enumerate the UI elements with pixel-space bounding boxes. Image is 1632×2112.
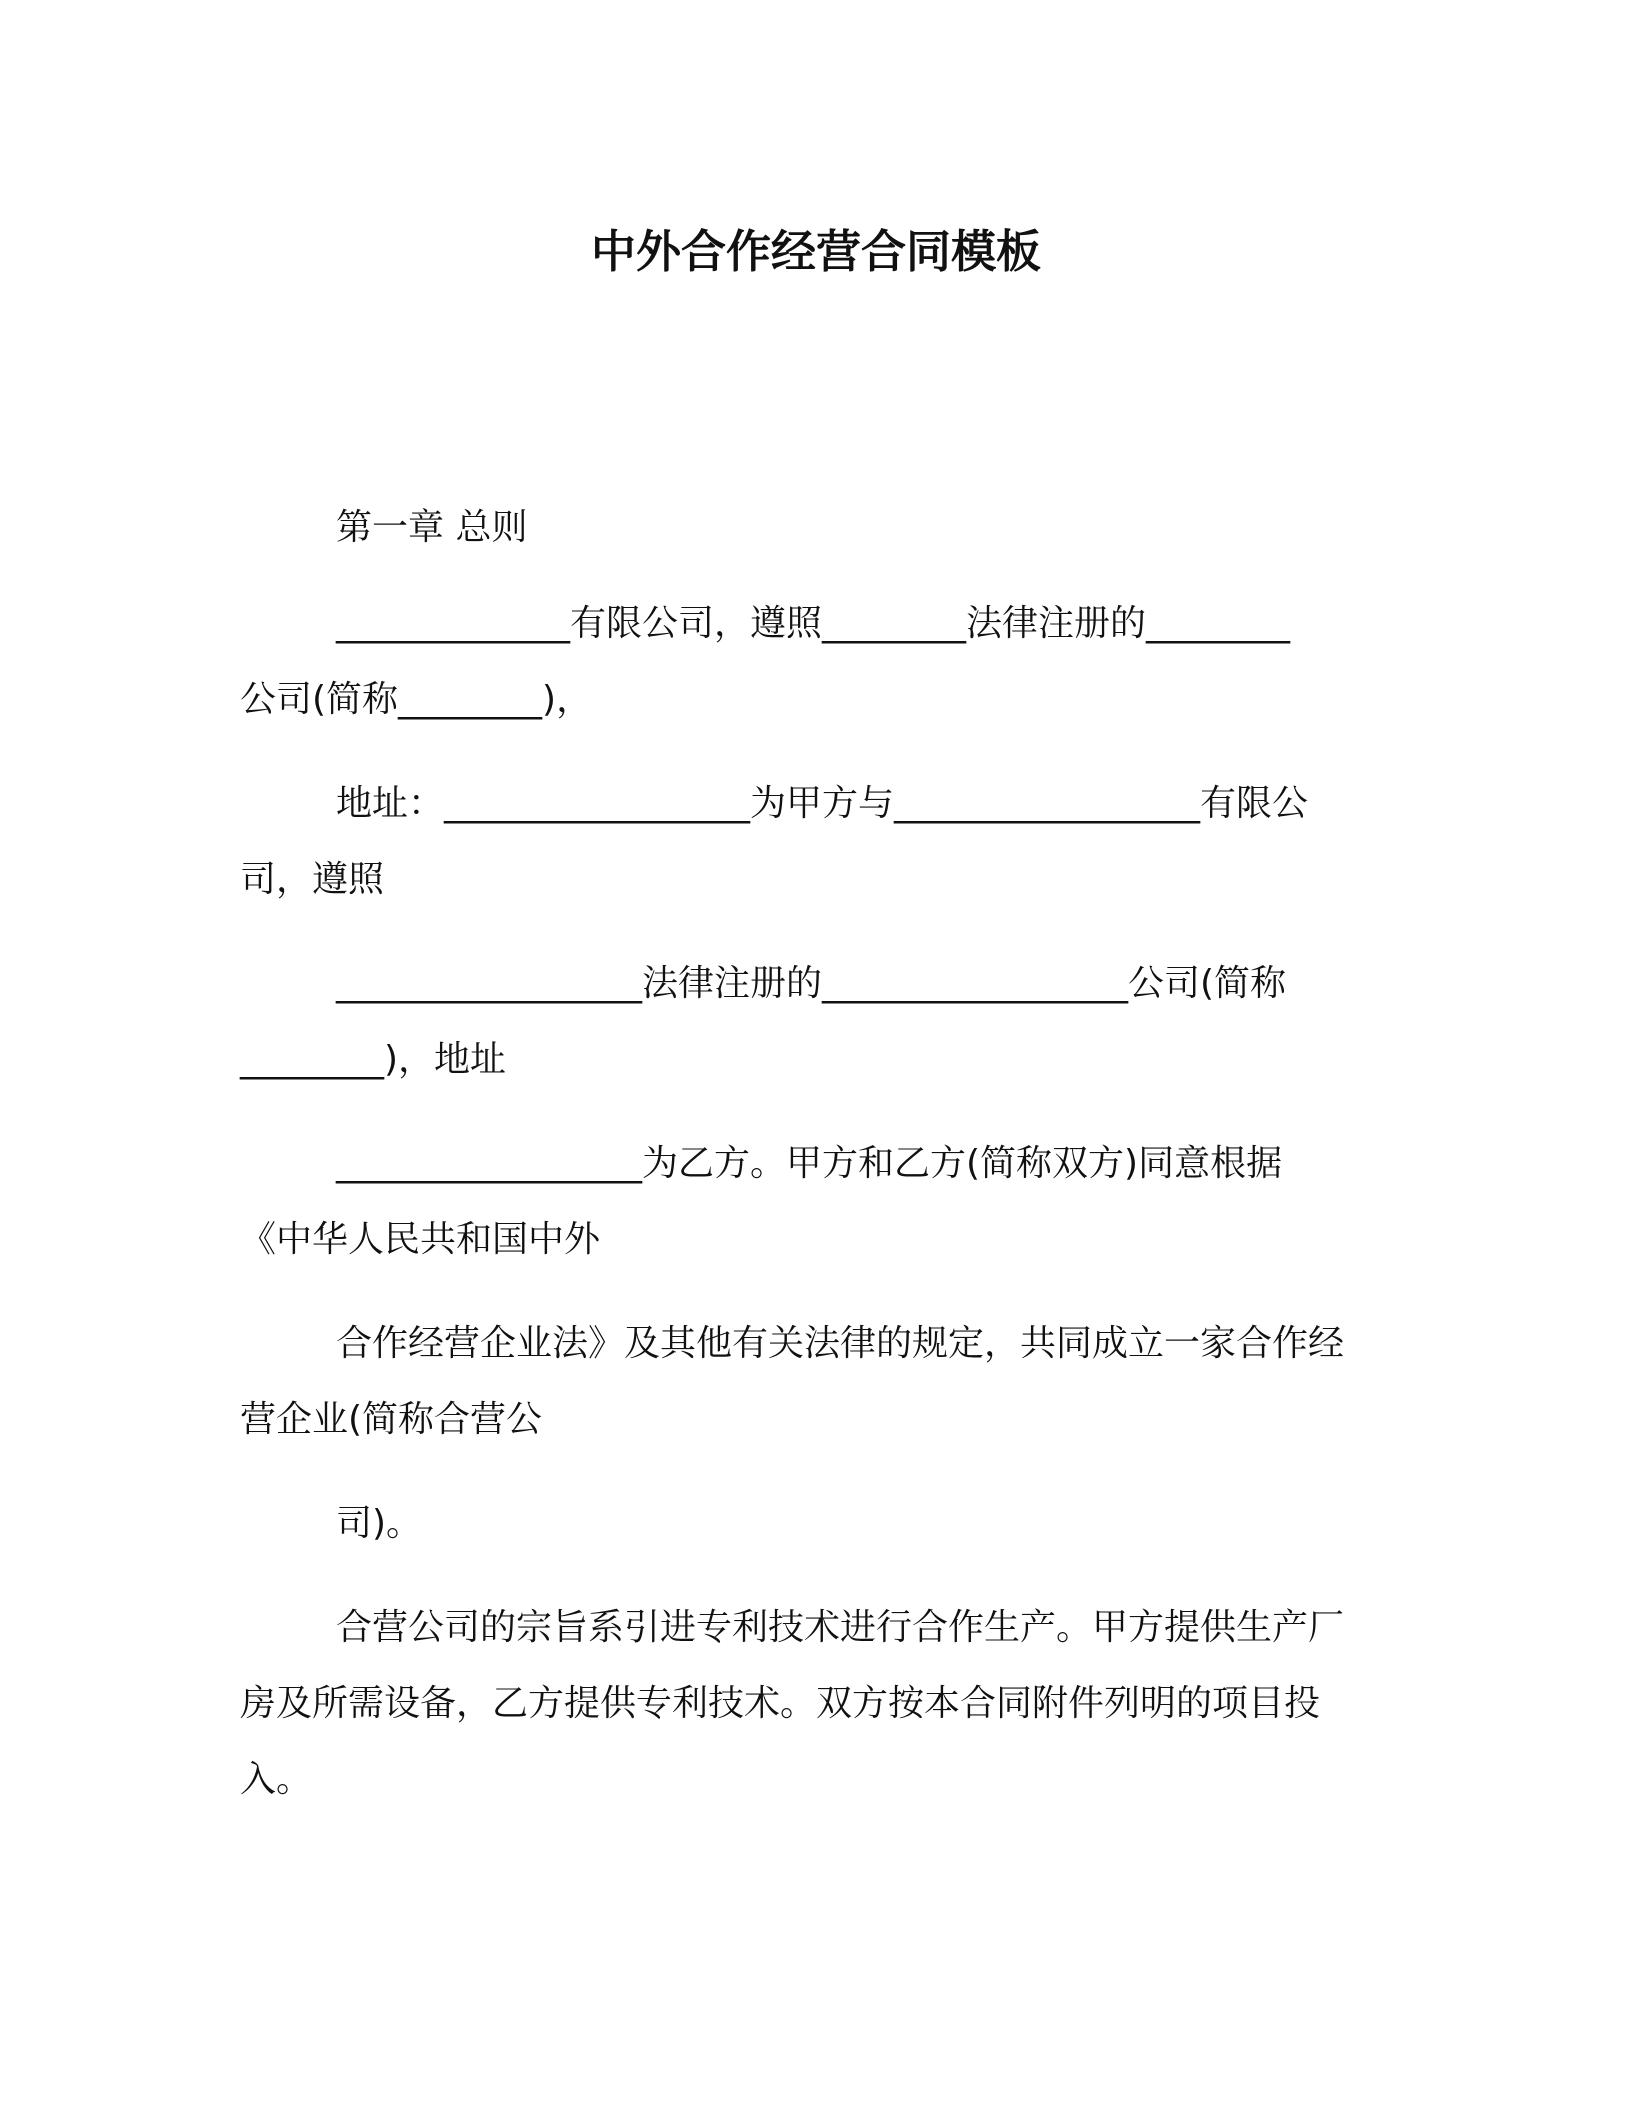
- paragraph-line: 《中华人民共和国中外: [240, 1219, 601, 1260]
- paragraph-address-a: [240, 766, 1370, 918]
- paragraph-line: 司)。: [336, 1503, 423, 1544]
- paragraph-line: 入。: [240, 1759, 313, 1800]
- paragraph-line: _________________为乙方。甲方和乙方(简称双方)同意根据: [336, 1143, 1283, 1184]
- paragraph-line: _________________法律注册的_________________公司(简称: [336, 963, 1287, 1004]
- paragraph-line: _____________有限公司，遵照________法律注册的________: [336, 603, 1291, 644]
- paragraph-line: ________)，地址: [240, 1039, 507, 1080]
- paragraph-purpose: [240, 1590, 1370, 1818]
- paragraph-agreement: [240, 1126, 1370, 1278]
- paragraph-line: 地址：_________________为甲方与_________________有限公: [336, 783, 1309, 824]
- paragraph-line: 房及所需设备，乙方提供专利技术。双方按本合同附件列明的项目投: [240, 1683, 1321, 1724]
- paragraph-law-reference: [240, 1306, 1370, 1458]
- paragraph-line: 营企业(简称合营公: [240, 1399, 543, 1440]
- chapter-heading: [240, 490, 1370, 566]
- paragraph-party-b: [240, 946, 1370, 1098]
- document-title: 中外合作经营合同模板: [590, 225, 1041, 278]
- paragraph-line: 公司(简称________)，: [240, 679, 593, 720]
- paragraph-company-abbrev: [240, 1486, 1370, 1562]
- chapter-heading-text: 第一章 总则: [336, 507, 528, 548]
- paragraph-line: 合营公司的宗旨系引进专利技术进行合作生产。甲方提供生产厂: [336, 1607, 1345, 1648]
- paragraph-line: 合作经营企业法》及其他有关法律的规定，共同成立一家合作经: [336, 1323, 1345, 1364]
- paragraph-party-a: [240, 586, 1370, 738]
- paragraph-line: 司，遵照: [240, 859, 385, 900]
